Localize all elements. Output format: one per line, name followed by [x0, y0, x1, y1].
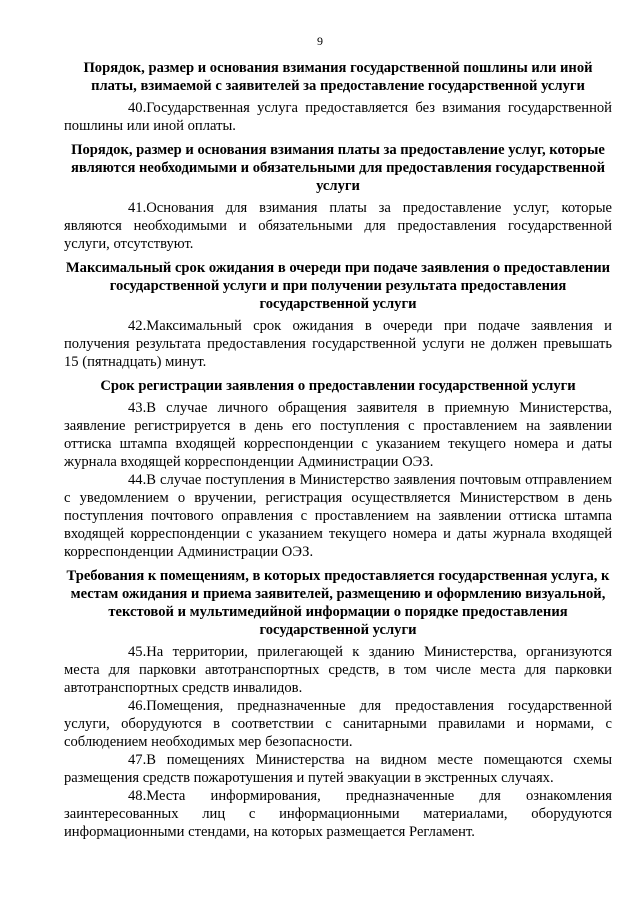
paragraph	[64, 643, 612, 697]
paragraph-text: Помещения, предназначенные для предоставления государственной услуги, оборудуются в соответствии с санитарными правилами и нормами, с соблюдением необходимых мер безопасности.	[64, 698, 612, 750]
paragraph-number: 47.	[128, 752, 147, 768]
paragraph-text: В случае поступления в Министерство заявления почтовым отправлением с уведомлением о вручении, регистрация осуществляется Министерством в день поступления почтового оправления с проставлением на заявлении оттиска штампа входящей корреспонденции с указанием текущего номера и даты журнала входящей корреспонденции Администрации ОЭЗ.	[64, 472, 612, 560]
section	[64, 59, 612, 135]
paragraph-text: В случае личного обращения заявителя в приемную Министерства, заявление регистрируется в день его поступления с проставлением на заявлении оттиска штампа входящей корреспонденции с указанием текущего номера и даты журнала входящей корреспонденции Администрации ОЭЗ.	[64, 400, 612, 470]
paragraph-text: Максимальный срок ожидания в очереди при подаче заявления и получения результата предоставления государственной услуги не должен превышать 15 (пятнадцать) минут.	[64, 318, 612, 370]
section-heading: Срок регистрации заявления о предоставлении государственной услуги	[100, 378, 576, 394]
paragraph-text: На территории, прилегающей к зданию Министерства, организуются места для парковки автотранспортных средств, в том числе места для парковки автотранспортных средств инвалидов.	[64, 644, 612, 696]
paragraph	[64, 199, 612, 253]
paragraph	[64, 99, 612, 135]
paragraph-text: Места информирования, предназначенные для ознакомления заинтересованных лиц с информационными материалами, оборудуются информационными стендами, на которых размещается Регламент.	[64, 788, 612, 840]
section-heading: Максимальный срок ожидания в очереди при подаче заявления о предоставлении государственной услуги и при получении результата предоставления государственной услуги	[65, 260, 611, 312]
document-body	[64, 59, 612, 841]
paragraph-text: Основания для взимания платы за предоставление услуг, которые являются необходимыми и обязательными для предоставления государственной услуги, отсутствуют.	[64, 200, 612, 252]
paragraph	[64, 399, 612, 471]
paragraph-number: 40.	[128, 100, 147, 116]
section-heading: Требования к помещениям, в которых предоставляется государственная услуга, к местам ожидания и приема заявителей, размещению и оформлению визуальной, текстовой и мультимедийной информации о порядке предоставления государственной услуги	[66, 568, 610, 638]
page-number: 9	[317, 34, 323, 48]
paragraph	[64, 787, 612, 841]
paragraph-number: 42.	[128, 318, 147, 334]
paragraph-number: 48.	[128, 788, 147, 804]
paragraph-number: 45.	[128, 644, 147, 660]
paragraph-number: 46.	[128, 698, 147, 714]
paragraph	[64, 317, 612, 371]
section	[64, 377, 612, 561]
paragraph-text: Государственная услуга предоставляется без взимания государственной пошлины или иной оплаты.	[64, 100, 612, 134]
section-heading: Порядок, размер и основания взимания государственной пошлины или иной платы, взимаемой с заявителей за предоставление государственной услуги	[83, 60, 593, 94]
paragraph-number: 43.	[128, 400, 147, 416]
paragraph-number: 44.	[128, 472, 147, 488]
section	[64, 567, 612, 841]
paragraph-number: 41.	[128, 200, 147, 216]
section-heading: Порядок, размер и основания взимания платы за предоставление услуг, которые являются необходимыми и обязательными для предоставления государственной услуги	[71, 142, 605, 194]
paragraph	[64, 697, 612, 751]
paragraph	[64, 751, 612, 787]
paragraph	[64, 471, 612, 561]
section	[64, 259, 612, 371]
paragraph-text: В помещениях Министерства на видном месте помещаются схемы размещения средств пожаротушения и путей эвакуации в экстренных случаях.	[64, 752, 612, 786]
section	[64, 141, 612, 253]
